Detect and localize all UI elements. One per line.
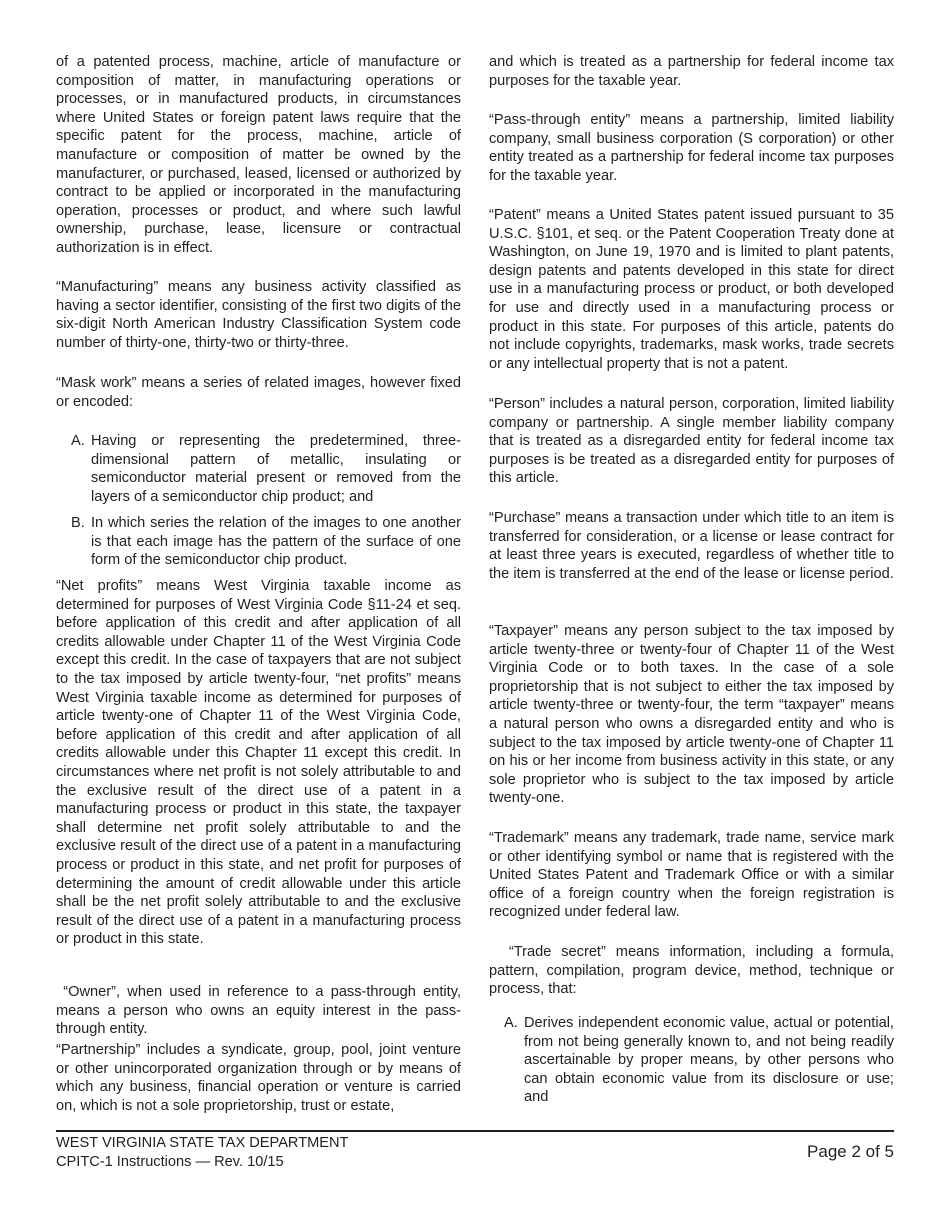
mask-work-item-a [71,432,461,506]
definition-manufacturing: “Manufacturing” means any business activity classified as having a sector identifier, consisting of the first two digits of the six-digit North American Industry Classification System code number of thirty-one, thirty-two or thirty-three. [56,279,461,351]
definition-trademark: “Trademark” means any trademark, trade name, service mark or other identifying symbol or name that is registered with the United States Patent and Trademark Office or with a similar office of a foreign country when the foreign registration is recognized under federal law. [489,830,894,921]
definition-purchase: “Purchase” means a transaction under which title to an item is transferred for consideration, or a license or lease contract for at least three years is executed, regardless of whether title to the item is transferred at the end of the lease or license period. [489,510,894,582]
list-marker: A. [504,1015,518,1031]
definition-person: “Person” includes a natural person, corporation, limited liability company or partnership. A single member liability company that is treated as a disregarded entity for federal income tax purposes is be treated as a disregarded entity for purposes of this article. [489,396,894,487]
definition-owner: “Owner”, when used in reference to a pass-through entity, means a person who owns an equity interest in the pass-through entity. [56,984,466,1038]
definition-mask-work: “Mask work” means a series of related images, however fixed or encoded: [56,375,461,410]
mask-work-item-b [71,514,461,570]
list-marker: B. [71,515,85,531]
definition-partnership: “Partnership” includes a syndicate, group, pool, joint venture or other unincorporated organization through or by means of which any business, financial operation or venture is carried on, which is not a sole proprietorship, trust or estate, [56,1042,461,1114]
footer-divider [56,1130,894,1132]
paragraph-partnership-continued: and which is treated as a partnership for federal income tax purposes for the taxable year. [489,54,894,89]
list-item-text: In which series the relation of the images to one another is that each image has the pattern of the surface of one form of the semiconductor chip product. [91,515,461,569]
paragraph-patented-process-continued: of a patented process, machine, article of manufacture or composition of matter, in manufacturing operations or processes, or in manufactured products, in circumstances where United States or foreign patent laws require that the specific patent for the process, machine, article of manufacture or composition of matter be owned by the manufacturer, or purchased, leased, licensed or authorized by contract to be applied or incorporated in the manufacturing operation, processes or product, and where such lawful ownership, purchase, lease, licensure or contractual authorization is in effect. [56,54,461,256]
footer-department: WEST VIRGINIA STATE TAX DEPARTMENT [56,1135,349,1151]
footer-form-revision: CPITC-1 Instructions — Rev. 10/15 [56,1154,284,1170]
definition-pass-through-entity: “Pass-through entity” means a partnership, limited liability company, small business corporation (S corporation) or other entity treated as a partnership for federal income tax purposes for the taxable year. [489,112,894,184]
list-item-text: Having or representing the predetermined, three-dimensional pattern of metallic, insulating or semiconductor material present or removed from the layers of a semiconductor chip product; and [91,433,461,505]
trade-secret-item-a [504,1014,894,1107]
definition-trade-secret: “Trade secret” means information, including a formula, pattern, compilation, program device, method, technique or process, that: [489,944,899,998]
definition-taxpayer: “Taxpayer” means any person subject to the tax imposed by article twenty-three or twenty-four of Chapter 11 of the West Virginia Code or to both taxes. In the case of a sole proprietorship that is not subject to either the tax imposed by article twenty-three or twenty-four, the term “taxpayer” means a natural person who owns a disregarded entity and who is subject to the tax imposed by article twenty-one of Chapter 11 on his or her income from business activity in this state, or any sole proprietor who is subject to the tax imposed by article twenty-one. [489,623,894,807]
list-item-text: Derives independent economic value, actual or potential, from not being generally known to, and not being readily ascertainable by proper means, by other persons who can obtain economic value from its disclosure or use; and [524,1015,894,1106]
list-marker: A. [71,433,85,449]
definition-net-profits: “Net profits” means West Virginia taxable income as determined for purposes of West Virginia Code §11-24 et seq. before application of this credit and after application of all credits allowable under Chapter 11 of the West Virginia Code except this credit. In the case of taxpayers that are not subject to the tax imposed by article twenty-four, “net profits” means West Virginia taxable income as determined for purposes of article twenty-one of Chapter 11 of the West Virginia Code, before application of this credit and after application of all credits allowable under this Chapter 11 except this credit. In circumstances where net profit is not solely attributable to and the exclusive result of the direct use of a patent in a manufacturing process or product in this state, the taxpayer shall determine net profit solely attributable to and the exclusive result of the direct use of a patent in a manufacturing process or product in this state, and net profit for purposes of determining the amount of credit allowable under this article shall be the net profit solely attributable to and the exclusive result of the direct use of a patent in a manufacturing process or product in this state. [56,578,461,948]
page-number: Page 2 of 5 [807,1142,894,1161]
definition-patent: “Patent” means a United States patent issued pursuant to 35 U.S.C. §101, et seq. or the Patent Cooperation Treaty done at Washington, on June 19, 1970 and is limited to plant patents, design patents and patents developed in this state for direct use in a manufacturing process or product, or both developed for use and directly used in a manufacturing process or product in this state. For purposes of this article, patents do not include copyrights, trademarks, mask works, trade secrets or any intellectual property that is not a patent. [489,207,894,372]
